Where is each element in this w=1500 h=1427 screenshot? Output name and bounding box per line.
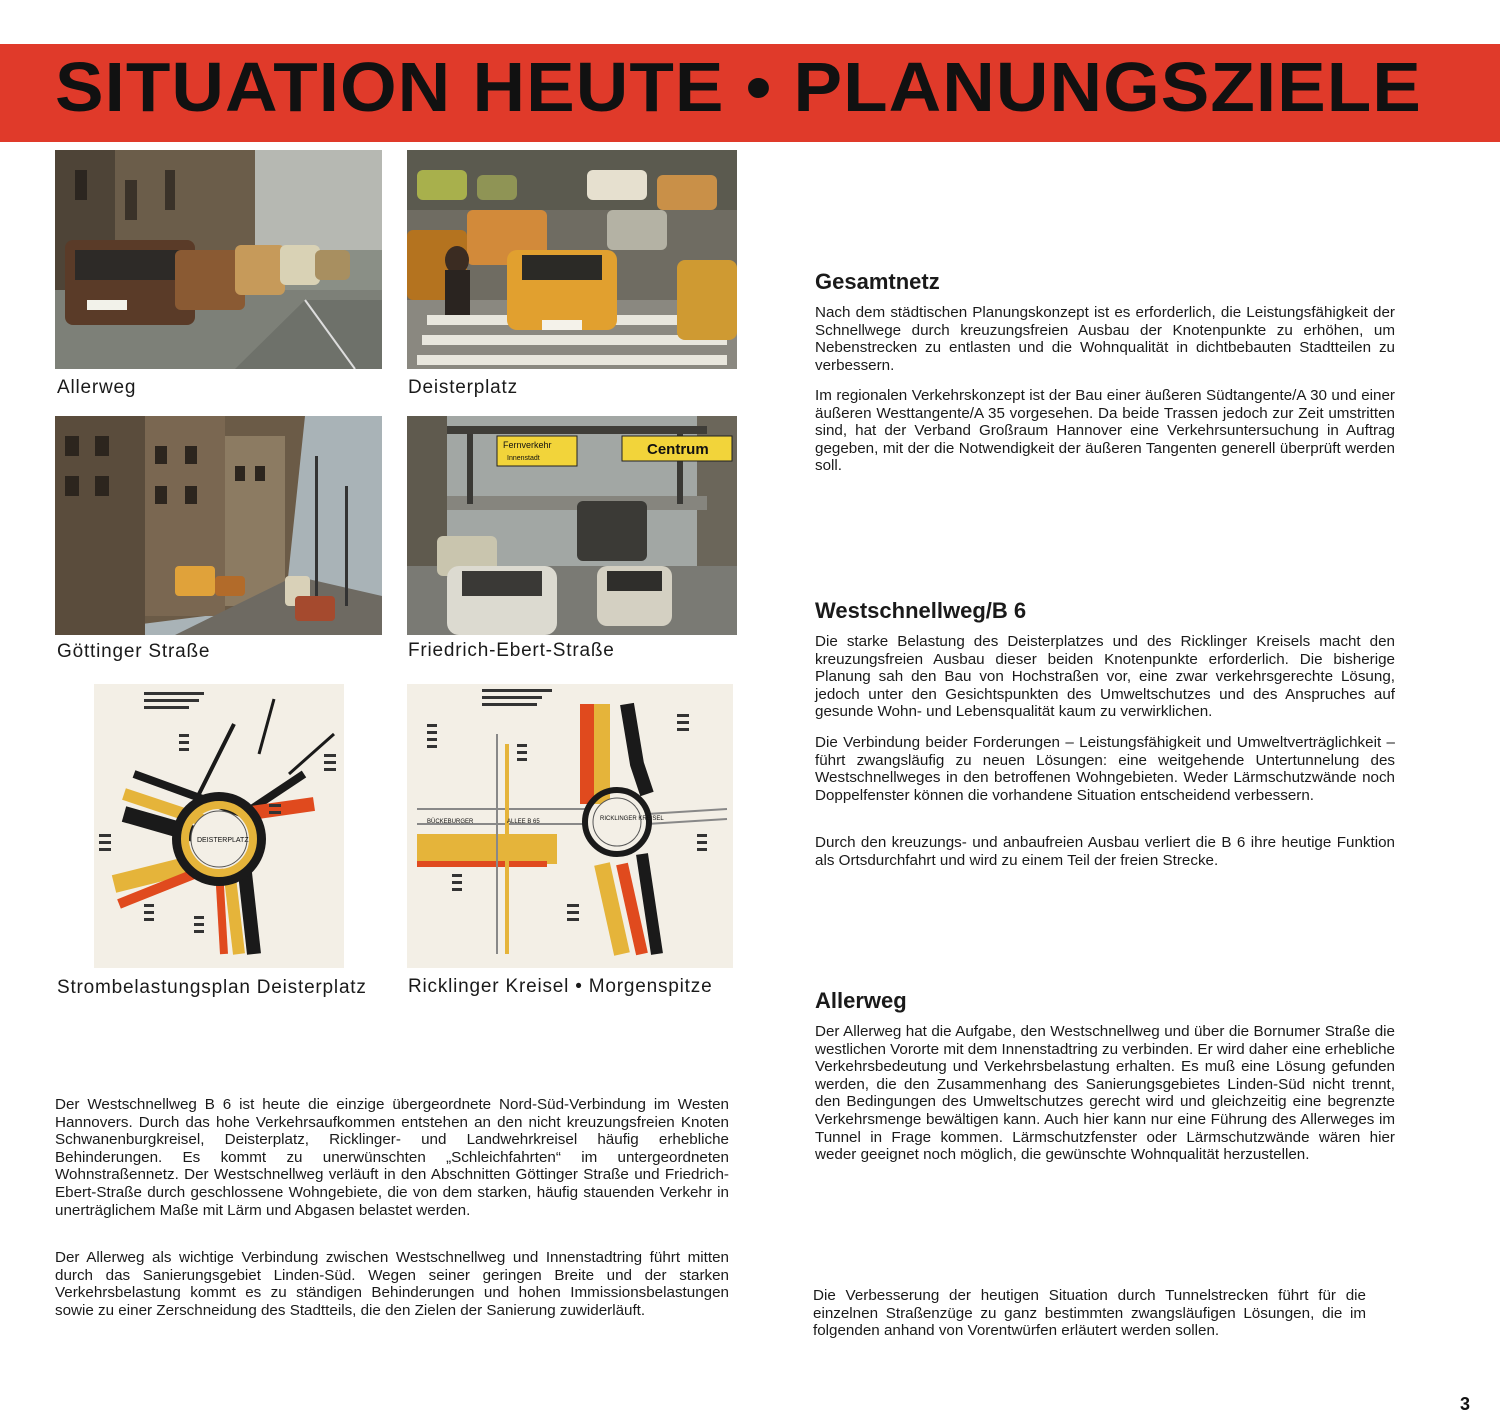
photo-caption: Friedrich-Ebert-Straße [408,640,615,661]
sign-centrum-text: Centrum [647,441,709,458]
photo-friedrich-ebert-strasse [407,416,737,635]
diagram-label-ricklinger: RICKLINGER KREISEL [600,816,664,822]
section-title-westschnellweg: Westschnellweg/B 6 [815,598,1027,623]
sign-innenstadt-text: Innenstadt [507,455,540,462]
body-paragraph: Nach dem städtischen Planungskonzept ist es erforderlich, die Leistungsfähigkeit der Schnellwege durch kreuzungsfreien Ausbau der Knotenpunkte zu erhöhen, um Nebenstrecken zu entlasten und die Wohnqualität in dichtbebauten Stadtteilen zu verbessern. [815,304,1395,374]
photo-caption: Ricklinger Kreisel • Morgenspitze [408,976,713,997]
photo-caption: Deisterplatz [408,377,518,398]
body-paragraph: Durch den kreuzungs- und anbaufreien Ausbau verliert die B 6 ihre heutige Funktion als Ortsdurchfahrt und wird zu einem Teil der freien Strecke. [815,834,1395,869]
closing-paragraph: Die Verbesserung der heutigen Situation durch Tunnelstrecken führt für die einzelnen Straßenzüge zu ganz bestimmten zwangsläufigen Lösungen, die im folgenden anhand von Vorentwürfen erläutert werden sollen. [813,1287,1366,1340]
body-paragraph: Der Allerweg hat die Aufgabe, den Westschnellweg und über die Bornumer Straße die westlichen Vororte mit dem Innenstadtring zu verbinden. Er wird daher eine erhebliche Verkehrsbedeutung und Verkehrsbelastung erhalten. Es muß eine Lösung gefunden werden, die den Zusammenhang des Sanierungsgebietes Linden-Süd nicht trennt, den Bedingungen des Umweltschutzes gerecht wird und gleichzeitig eine begrenzte Verkehrsmenge bewältigen kann. Auch hier kann nur eine Führung des Allerweges im Tunnel in Frage kommen. Lärmschutzfenster oder Lärmschutzwände wären hier weder geeignet noch möglich, die gewünschte Wohnqualität herzustellen. [815,1023,1395,1164]
body-paragraph: Der Westschnellweg B 6 ist heute die einzige übergeordnete Nord-Süd-Verbindung im Westen Hannovers. Durch das hohe Verkehrsaufkommen entstehen an den nicht kreuzungsfreien Knoten Schwanenburgkreisel, Deisterplatz, Ricklinger- und Landwehrkreisel häufig erhebliche Behinderungen. Es kommt zu unerwünschten „Schleichfahrten“ im untergeordneten Wohnstraßennetz. Der Westschnellweg verläuft in den Abschnitten Göttinger Straße und Friedrich-Ebert-Straße durch geschlossene Wohngebiete, die von dem starken, häufig stauenden Verkehr in unerträglichem Maße mit Lärm und Abgasen belastet werden. [55,1096,729,1219]
body-paragraph: Die Verbindung beider Forderungen – Leistungsfähigkeit und Umweltverträglichkeit – führt zwangsläufig zu neuen Lösungen: eine weitgehende Untertunnelung des Westschnellweges in den betroffenen Wohngebieten. Weder Lärmschutzwände noch Doppelfenster können die vorhandene Situation entscheidend verbessern. [815,734,1395,804]
diagram-label-allee: ALLEE B 65 [507,819,540,825]
page-number: 3 [1459,1394,1470,1414]
diagram-label-bueckeburger: BÜCKEBURGER [427,819,474,825]
body-paragraph: Im regionalen Verkehrskonzept ist der Bau einer äußeren Südtangente/A 30 und einer äußeren Westtangente/A 35 vorgesehen. Da beide Trassen jedoch zur Zeit umstritten sind, hat der Verband Großraum Hannover eine Verkehrsuntersuchung in Auftrag gegeben, mit der die Notwendigkeit der äußeren Tangenten generell überprüft werden soll. [815,387,1395,475]
diagram-label-deisterplatz: DEISTERPLATZ [197,837,249,844]
photo-allerweg [55,150,382,369]
section-title-allerweg: Allerweg [815,988,907,1013]
body-paragraph: Die starke Belastung des Deisterplatzes und des Ricklinger Kreisels macht den kreuzungsfreien Ausbau dieser beiden Knotenpunkte erforderlich. Die bisherige Planung sah den Bau von Hochstraßen vor, eine zwar verkehrsgerechte Lösung, jedoch unter den Gesichtspunkten des Umweltschutzes und des Anspruches auf gesunde Wohn- und Lebensqualität kaum zu verwirklichen. [815,633,1395,721]
body-paragraph: Der Allerweg als wichtige Verbindung zwischen Westschnellweg und Innenstadtring führt mitten durch das Sanierungsgebiet Linden-Süd. Wegen seiner geringen Breite und der starken Verkehrsbelastung kommt es zu ständigen Behinderungen und hohen Immissionsbelastungen sowie zu einer Zerschneidung des Stadtteils, die den Zielen der Sanierung zuwiderläuft. [55,1249,729,1319]
photo-goettinger-strasse [55,416,382,635]
diagram-deisterplatz [94,684,344,968]
section-title-gesamtnetz: Gesamtnetz [815,269,940,294]
photo-caption: Strombelastungsplan Deisterplatz [57,977,367,998]
photo-caption: Allerweg [57,377,137,398]
sign-fernverkehr-text: Fernverkehr [503,440,552,450]
photo-deisterplatz [407,150,737,369]
diagram-ricklinger-kreisel [407,684,733,968]
photo-caption: Göttinger Straße [57,641,211,662]
page-title: SITUATION HEUTE • PLANUNGSZIELE [55,48,1422,126]
